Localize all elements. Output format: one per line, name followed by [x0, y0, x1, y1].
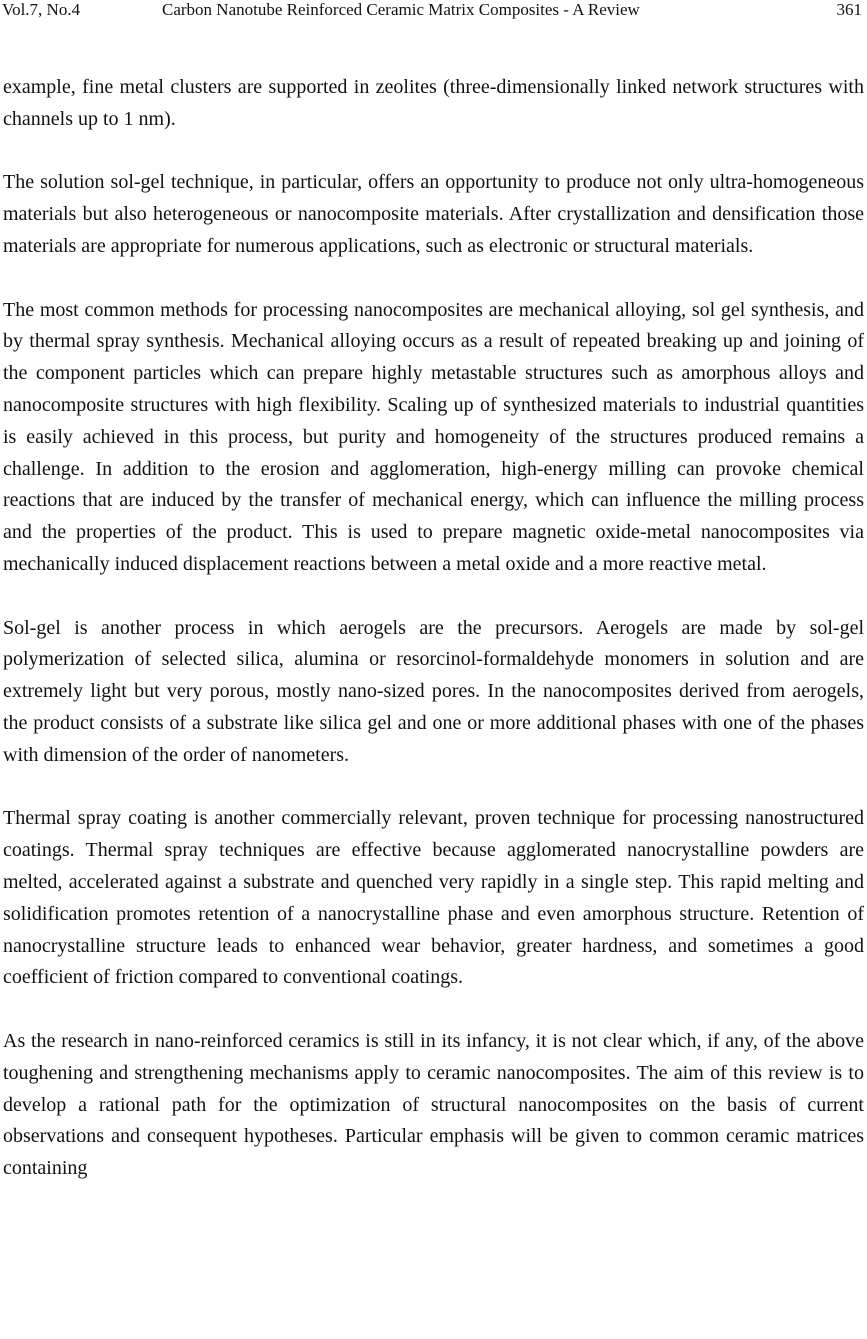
paragraph-aerogels: Sol-gel is another process in which aerogels are the precursors. Aerogels are made by sol-gel polymerization of selected silica, alumina or resorcinol-formaldehyde monomers in solution and are extremely light but very porous, mostly nano-sized pores. In the nanocomposites derived from aerogels, the product consists of a substrate like silica gel and one or more additional phases with one of the phases with dimension of the order of nanometers.: [3, 616, 864, 766]
paragraph-thermal-spray: Thermal spray coating is another commercially relevant, proven technique for processing nanostructured coatings. Thermal spray techniques are effective because agglomerated nanocrystalline powders are melted, accelerated against a substrate and quenched very rapidly in a single step. This rapid melting and solidification promotes retention of a nanocrystalline phase and even amorphous structure. Retention of nanocrystalline structure leads to enhanced wear behavior, greater hardness, and sometimes a good coefficient of friction compared to conventional coatings.: [3, 807, 864, 989]
running-header: [0, 0, 867, 24]
paragraph-research-aim: As the research in nano-reinforced ceramics is still in its infancy, it is not clear which, if any, of the above toughening and strengthening mechanisms apply to ceramic nanocomposites. The aim of this review is to develop a rational path for the optimization of structural nanocomposites on the basis of current observations and consequent hypotheses. Particular emphasis will be given to common ceramic matrices containing: [3, 1029, 864, 1180]
running-title: Carbon Nanotube Reinforced Ceramic Matrix Composites - A Review: [162, 0, 640, 19]
body-text: [3, 72, 864, 1185]
paragraph-zeolites: example, fine metal clusters are supported in zeolites (three-dimensionally linked network structures with channels up to 1 nm).: [3, 76, 864, 130]
volume-issue: Vol.7, No.4: [2, 0, 81, 19]
paragraph-processing-methods: The most common methods for processing nanocomposites are mechanical alloying, sol gel synthesis, and by thermal spray synthesis. Mechanical alloying occurs as a result of repeated breaking up and joining of the component particles which can prepare highly metastable structures such as amorphous alloys and nanocomposite structures with high flexibility. Scaling up of synthesized materials to industrial quantities is easily achieved in this process, but purity and homogeneity of the structures produced remains a challenge. In addition to the erosion and agglomeration, high-energy milling can provoke chemical reactions that are induced by the transfer of mechanical energy, which can influence the milling process and the properties of the product. This is used to prepare magnetic oxide-metal nanocomposites via mechanically induced displacement reactions between a metal oxide and a more reactive metal.: [3, 298, 864, 575]
paragraph-sol-gel-technique: The solution sol-gel technique, in particular, offers an opportunity to produce not only ultra-homogeneous materials but also heterogeneous or nanocomposite materials. After crystallization and densification those materials are appropriate for numerous applications, such as electronic or structural materials.: [3, 171, 864, 257]
page-number: 361: [836, 0, 862, 19]
